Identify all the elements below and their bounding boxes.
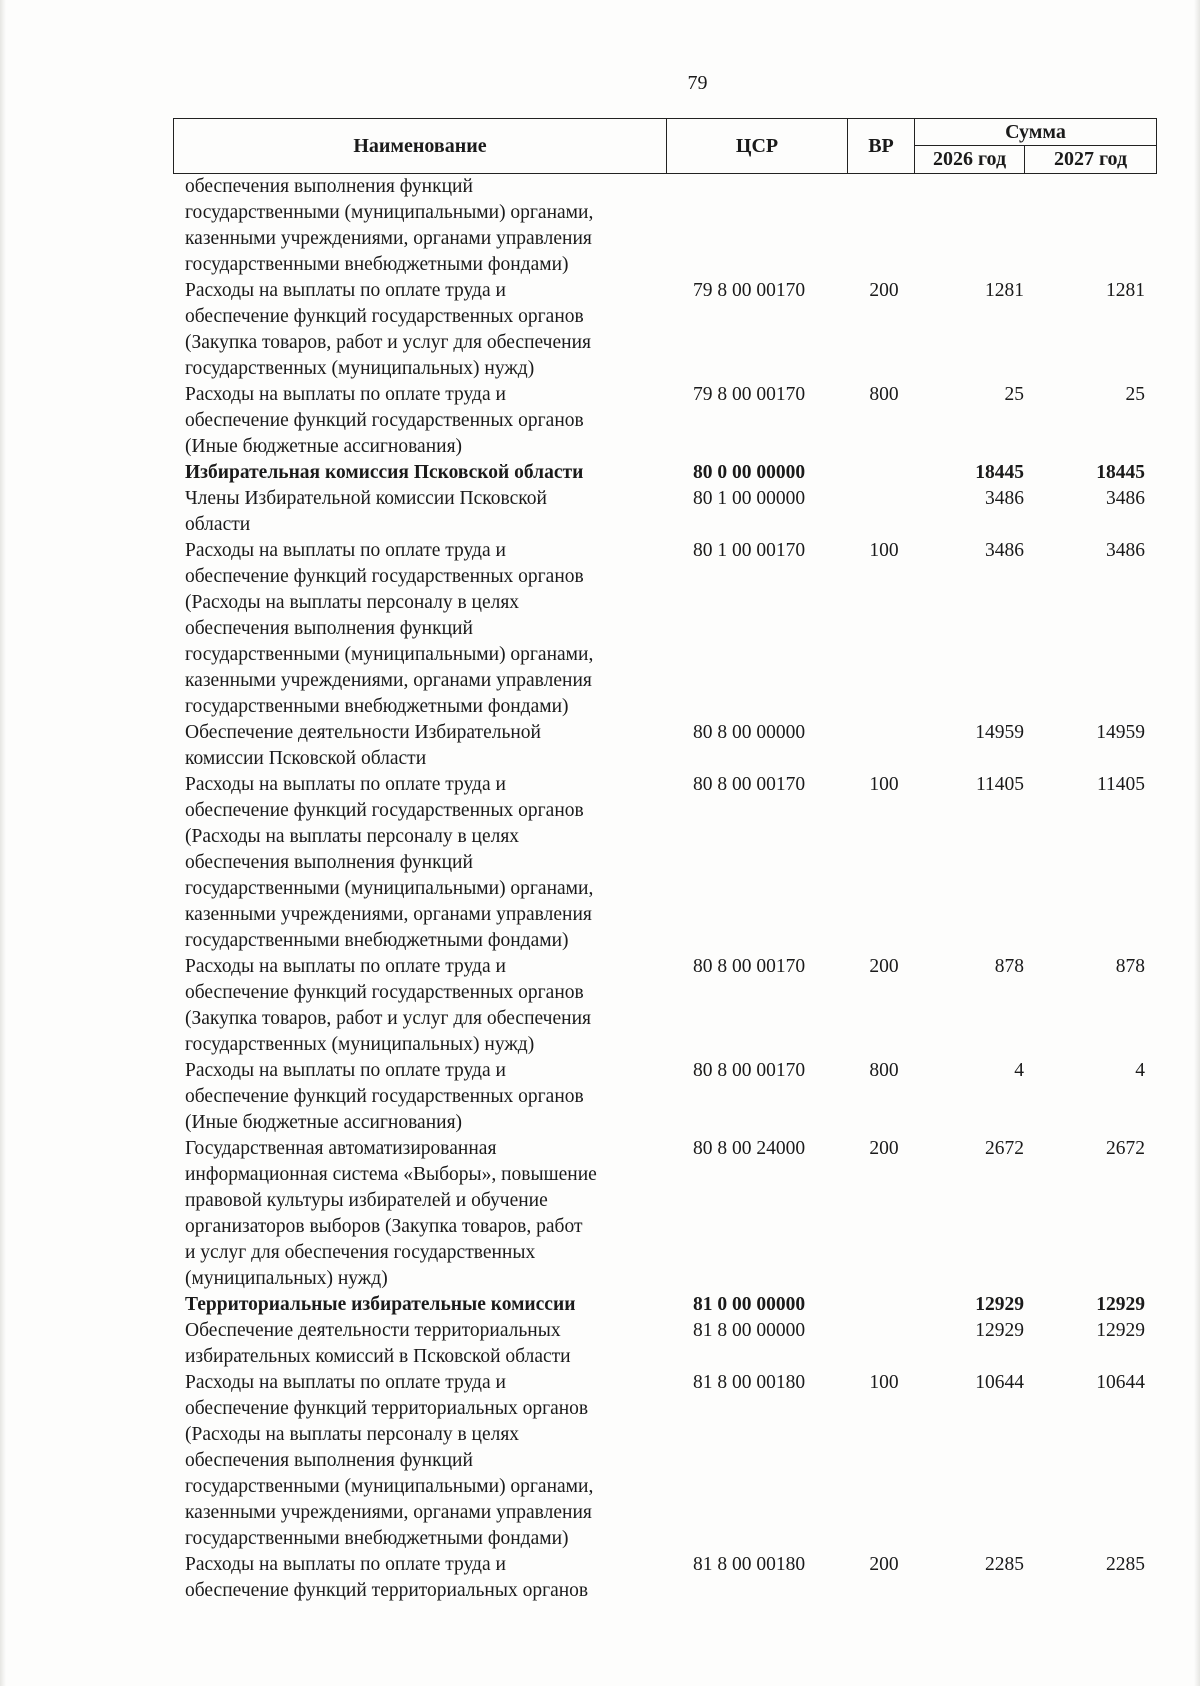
- row-name-line: Расходы на выплаты по оплате труда и: [185, 956, 506, 977]
- row-name-line: области: [185, 514, 251, 535]
- row-vr: 200: [869, 956, 899, 977]
- row-name-line: казенными учреждениями, органами управления: [185, 670, 592, 691]
- table-row: [185, 538, 1145, 720]
- row-name-line: Расходы на выплаты по оплате труда и: [185, 1060, 506, 1081]
- row-name-line: (Расходы на выплаты персоналу в целях: [185, 592, 520, 613]
- row-vr: 800: [869, 1060, 899, 1081]
- row-name-line: Территориальные избирательные комиссии: [185, 1294, 576, 1315]
- row-name-line: информационная система «Выборы», повышение: [185, 1164, 597, 1185]
- row-amount-2026: 14959: [975, 722, 1024, 743]
- row-name-line: избирательных комиссий в Псковской области: [185, 1346, 571, 1367]
- row-name-line: обеспечения выполнения функций: [185, 852, 473, 873]
- table-header: [173, 118, 1157, 174]
- row-amount-2026: 18445: [975, 462, 1024, 483]
- row-name: [185, 772, 655, 954]
- row-vr: 100: [869, 774, 899, 795]
- row-amount-2026: 3486: [985, 540, 1024, 561]
- table-row: [185, 954, 1145, 1058]
- row-name-line: Обеспечение деятельности территориальных: [185, 1320, 561, 1341]
- row-name: [185, 720, 655, 772]
- row-name-line: (Расходы на выплаты персоналу в целях: [185, 1424, 520, 1445]
- row-name-line: (Иные бюджетные ассигнования): [185, 436, 463, 457]
- row-csr: 80 8 00 00170: [693, 956, 806, 977]
- row-name-line: Расходы на выплаты по оплате труда и: [185, 540, 506, 561]
- row-amount-2027: 14959: [1096, 722, 1145, 743]
- row-csr: 80 8 00 00000: [693, 722, 806, 743]
- row-amount-2027: 12929: [1096, 1294, 1145, 1315]
- row-amount-2026: 12929: [975, 1294, 1024, 1315]
- row-vr: 200: [869, 1554, 899, 1575]
- row-name-line: Расходы на выплаты по оплате труда и: [185, 1554, 506, 1575]
- row-name-line: государственными внебюджетными фондами): [185, 254, 569, 275]
- row-amount-2027: 12929: [1096, 1320, 1145, 1341]
- row-amount-2027: 10644: [1096, 1372, 1145, 1393]
- row-name-line: Обеспечение деятельности Избирательной: [185, 722, 541, 743]
- row-csr: 80 1 00 00170: [693, 540, 806, 561]
- row-name-line: Расходы на выплаты по оплате труда и: [185, 384, 506, 405]
- row-name: [185, 460, 655, 486]
- row-amount-2027: 2285: [1106, 1554, 1145, 1575]
- row-name: [185, 174, 655, 278]
- row-vr: 100: [869, 540, 899, 561]
- row-name: [185, 1318, 655, 1370]
- row-name-line: Государственная автоматизированная: [185, 1138, 497, 1159]
- table-row: [185, 278, 1145, 382]
- row-amount-2026: 878: [994, 956, 1024, 977]
- row-name-line: Члены Избирательной комиссии Псковской: [185, 488, 547, 509]
- header-year-2027: 2027 год: [1053, 148, 1128, 170]
- row-name-line: комиссии Псковской области: [185, 748, 427, 769]
- row-name-line: обеспечение функций государственных органов: [185, 1086, 584, 1107]
- row-csr: 81 8 00 00180: [693, 1554, 806, 1575]
- row-name-line: обеспечение функций территориальных органов: [185, 1580, 589, 1601]
- row-csr: 80 8 00 00170: [693, 774, 806, 795]
- table-row: [185, 772, 1145, 954]
- row-name: [185, 954, 655, 1058]
- row-amount-2027: 11405: [1096, 774, 1145, 795]
- row-name-line: государственными (муниципальными) органами,: [185, 202, 594, 223]
- row-name: [185, 1552, 655, 1604]
- row-name-line: обеспечение функций государственных органов: [185, 800, 584, 821]
- row-name: [185, 278, 655, 382]
- row-name-line: обеспечения выполнения функций: [185, 618, 473, 639]
- row-csr: 79 8 00 00170: [693, 280, 806, 301]
- row-csr: 79 8 00 00170: [693, 384, 806, 405]
- page-number: 79: [687, 72, 708, 94]
- row-name-line: и услуг для обеспечения государственных: [185, 1242, 536, 1263]
- row-name-line: обеспечение функций государственных органов: [185, 306, 584, 327]
- row-amount-2027: 4: [1135, 1060, 1145, 1081]
- row-csr: 81 8 00 00180: [693, 1372, 806, 1393]
- row-name-line: государственных (муниципальных) нужд): [185, 1034, 535, 1055]
- row-amount-2027: 18445: [1096, 462, 1145, 483]
- row-amount-2026: 12929: [975, 1320, 1024, 1341]
- row-amount-2026: 1281: [985, 280, 1024, 301]
- row-amount-2026: 25: [1004, 384, 1024, 405]
- row-name-line: государственными внебюджетными фондами): [185, 930, 569, 951]
- table-row: [185, 1370, 1145, 1552]
- row-name: [185, 1292, 655, 1318]
- row-name-line: обеспечение функций государственных органов: [185, 982, 584, 1003]
- row-amount-2027: 2672: [1106, 1138, 1145, 1159]
- row-name: [185, 1370, 655, 1552]
- row-csr: 80 1 00 00000: [693, 488, 806, 509]
- row-name-line: организаторов выборов (Закупка товаров, работ: [185, 1216, 583, 1237]
- row-name-line: государственными (муниципальными) органами,: [185, 1476, 594, 1497]
- scan-edge-right: [1194, 0, 1200, 1686]
- row-name-line: Расходы на выплаты по оплате труда и: [185, 280, 506, 301]
- header-vr: ВР: [848, 119, 915, 173]
- row-amount-2027: 878: [1115, 956, 1145, 977]
- row-vr: 800: [869, 384, 899, 405]
- row-name: [185, 1136, 655, 1292]
- row-name-line: (Закупка товаров, работ и услуг для обеспечения: [185, 332, 591, 353]
- row-name-line: казенными учреждениями, органами управления: [185, 1502, 592, 1523]
- row-amount-2027: 3486: [1106, 540, 1145, 561]
- row-name-line: обеспечения выполнения функций: [185, 1450, 473, 1471]
- row-name-line: государственными (муниципальными) органами,: [185, 644, 594, 665]
- row-name-line: обеспечение функций государственных органов: [185, 566, 584, 587]
- row-name: [185, 1058, 655, 1136]
- row-csr: 81 8 00 00000: [693, 1320, 806, 1341]
- row-name-line: правовой культуры избирателей и обучение: [185, 1190, 548, 1211]
- table-row: [185, 1058, 1145, 1136]
- row-name-line: обеспечения выполнения функций: [185, 176, 473, 197]
- row-amount-2026: 2672: [985, 1138, 1024, 1159]
- row-name: [185, 486, 655, 538]
- row-vr: 100: [869, 1372, 899, 1393]
- table-row: [185, 720, 1145, 772]
- row-name-line: государственными внебюджетными фондами): [185, 1528, 569, 1549]
- row-amount-2027: 25: [1125, 384, 1145, 405]
- table-row: [185, 1552, 1145, 1604]
- row-name: [185, 382, 655, 460]
- row-amount-2027: 1281: [1106, 280, 1145, 301]
- scan-edge-left: [0, 0, 6, 1686]
- table-row: [185, 486, 1145, 538]
- row-csr: 80 8 00 00170: [693, 1060, 806, 1081]
- table-row: [185, 1318, 1145, 1370]
- row-name-line: Избирательная комиссия Псковской области: [185, 462, 584, 483]
- table-row: [185, 1292, 1145, 1318]
- row-amount-2026: 10644: [975, 1372, 1024, 1393]
- row-vr: 200: [869, 1138, 899, 1159]
- row-csr: 81 0 00 00000: [693, 1294, 806, 1315]
- row-name-line: государственными (муниципальными) органами,: [185, 878, 594, 899]
- row-name-line: Расходы на выплаты по оплате труда и: [185, 774, 506, 795]
- row-name: [185, 538, 655, 720]
- row-amount-2026: 2285: [985, 1554, 1024, 1575]
- row-csr: 80 8 00 24000: [693, 1138, 806, 1159]
- row-amount-2026: 4: [1014, 1060, 1024, 1081]
- row-name-line: обеспечение функций государственных органов: [185, 410, 584, 431]
- row-amount-2027: 3486: [1106, 488, 1145, 509]
- row-amount-2026: 3486: [985, 488, 1024, 509]
- row-name-line: казенными учреждениями, органами управления: [185, 904, 592, 925]
- table-row: [185, 174, 1145, 278]
- row-csr: 80 0 00 00000: [693, 462, 806, 483]
- header-year-2026: 2026 год: [915, 146, 1025, 173]
- table-row: [185, 460, 1145, 486]
- row-name-line: (муниципальных) нужд): [185, 1268, 388, 1289]
- header-csr: ЦСР: [667, 119, 848, 173]
- row-name-line: обеспечение функций территориальных органов: [185, 1398, 589, 1419]
- row-name-line: (Расходы на выплаты персоналу в целях: [185, 826, 520, 847]
- table-body: [185, 174, 1145, 1604]
- row-name-line: (Закупка товаров, работ и услуг для обеспечения: [185, 1008, 591, 1029]
- header-sum: Сумма: [915, 119, 1156, 146]
- header-name: Наименование: [174, 119, 667, 173]
- table-row: [185, 1136, 1145, 1292]
- row-name-line: казенными учреждениями, органами управления: [185, 228, 592, 249]
- row-vr: 200: [869, 280, 899, 301]
- row-amount-2026: 11405: [975, 774, 1024, 795]
- table-row: [185, 382, 1145, 460]
- row-name-line: (Иные бюджетные ассигнования): [185, 1112, 463, 1133]
- row-name-line: государственных (муниципальных) нужд): [185, 358, 535, 379]
- row-name-line: государственными внебюджетными фондами): [185, 696, 569, 717]
- row-name-line: Расходы на выплаты по оплате труда и: [185, 1372, 506, 1393]
